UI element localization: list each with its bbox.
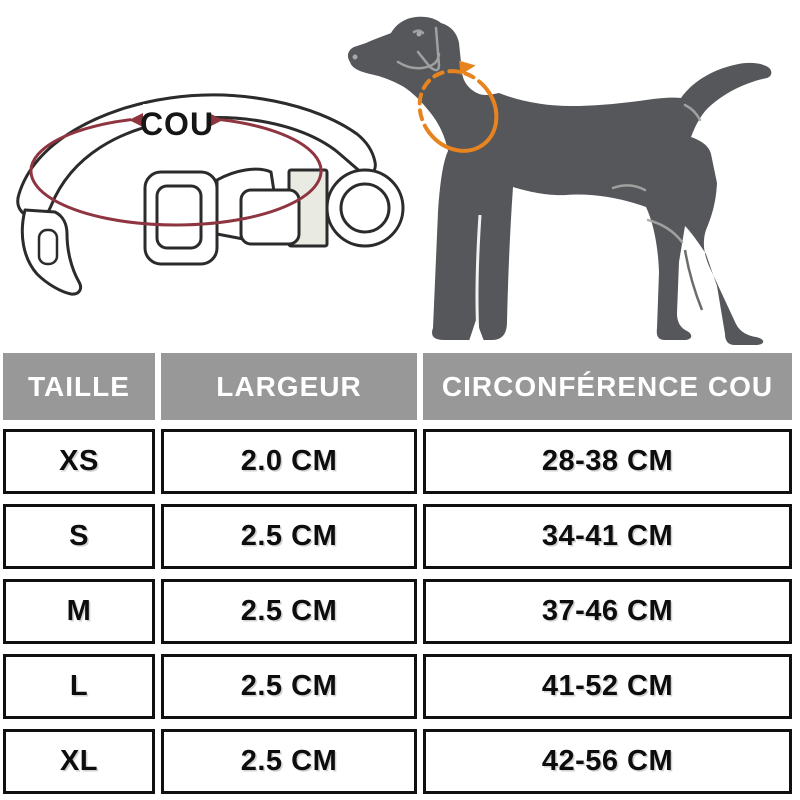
cell-taille: XS: [3, 429, 155, 494]
dog-body: [348, 17, 771, 345]
table-row-xl: [3, 729, 792, 794]
table-row-s: [3, 504, 792, 569]
header-cell-circonference: CIRCONFÉRENCE COU: [423, 353, 792, 420]
collar-buckle-slot: [157, 186, 201, 248]
cell-circonference: 41-52 CM: [423, 654, 792, 719]
table-row-l: [3, 654, 792, 719]
dog-silhouette-illustration: [340, 10, 795, 355]
cell-largeur: 2.5 CM: [161, 654, 417, 719]
cell-taille: XL: [3, 729, 155, 794]
cell-circonference: 28-38 CM: [423, 429, 792, 494]
cell-taille: M: [3, 579, 155, 644]
hind-leg-separation: [685, 250, 702, 310]
cell-circonference: 42-56 CM: [423, 729, 792, 794]
header-cell-taille: TAILLE: [3, 353, 155, 420]
cell-circonference: 37-46 CM: [423, 579, 792, 644]
cell-largeur: 2.0 CM: [161, 429, 417, 494]
cell-taille: L: [3, 654, 155, 719]
table-row-xs: [3, 429, 792, 494]
collar-strap-slot: [39, 230, 57, 264]
cell-taille: S: [3, 504, 155, 569]
dog-eye: [417, 32, 422, 37]
cell-largeur: 2.5 CM: [161, 729, 417, 794]
table-header-row: [3, 353, 792, 420]
table-row-m: [3, 579, 792, 644]
size-table: [3, 353, 792, 800]
header-cell-largeur: LARGEUR: [161, 353, 417, 420]
cou-label: COU: [139, 106, 215, 142]
dog-nostril: [353, 55, 358, 60]
cell-circonference: 34-41 CM: [423, 504, 792, 569]
cell-largeur: 2.5 CM: [161, 579, 417, 644]
cell-largeur: 2.5 CM: [161, 504, 417, 569]
